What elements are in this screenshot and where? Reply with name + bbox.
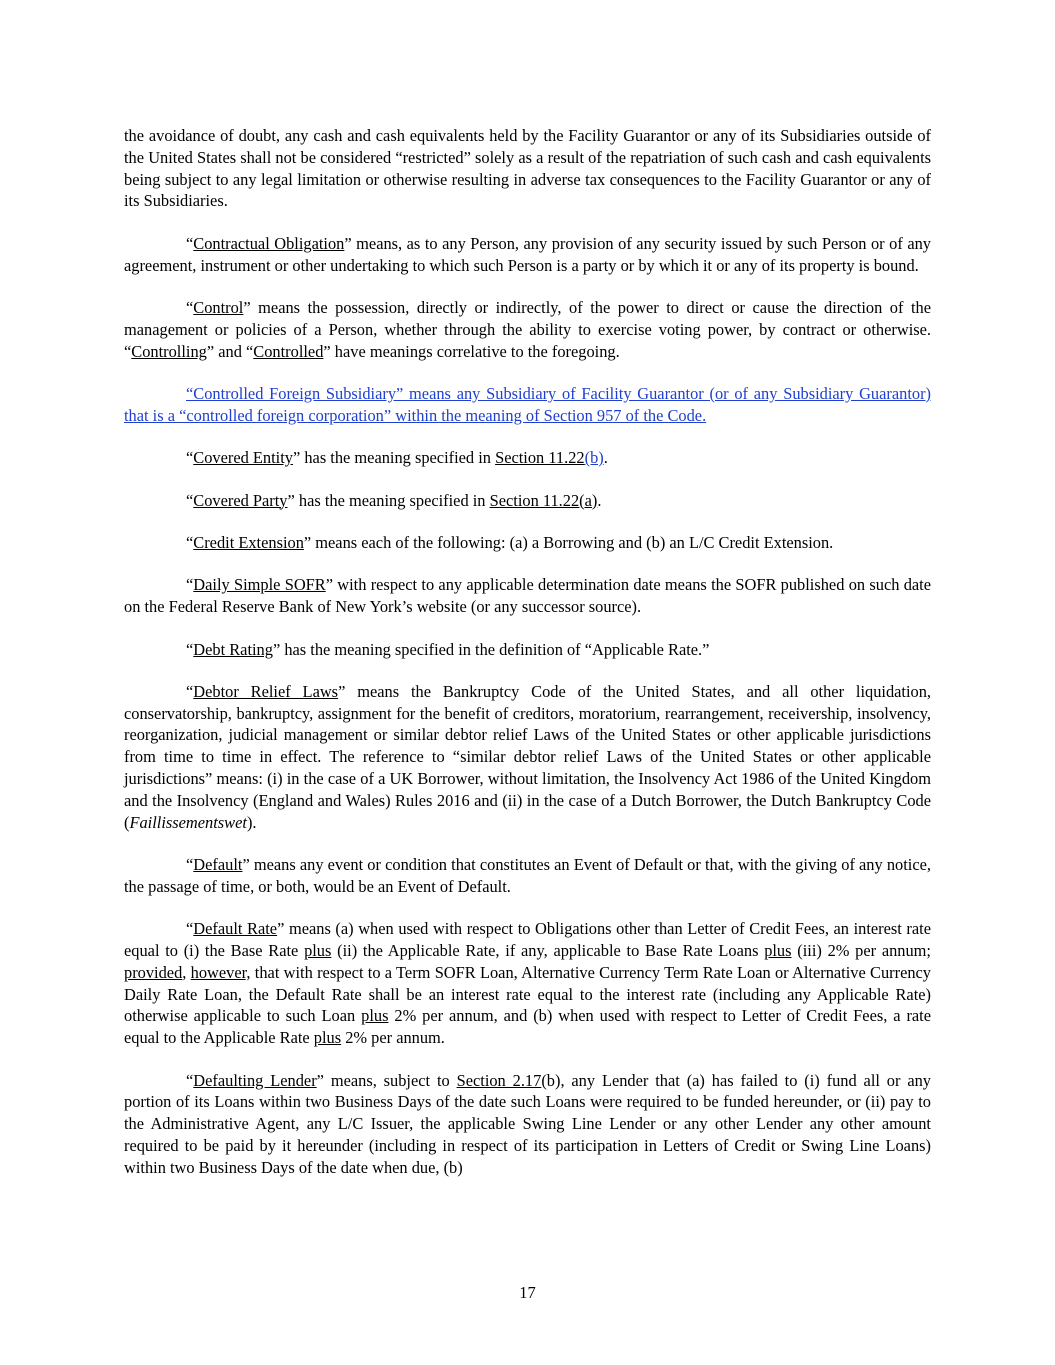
definition-credit-extension [124,532,931,554]
defined-term: Control [193,297,244,317]
definition-text: ” means any event or condition that constitutes an Event of Default or that, with the giving of any notice, the passage of time, or both, would be an Event of Default. [124,855,931,896]
open-quote: “ [186,919,194,939]
definition-defaulting-lender [124,1070,931,1179]
definition-debtor-relief-laws [124,681,931,834]
defined-term: Debt Rating [193,639,273,659]
definition-text: ” means, as to any Person, any provision of any security issued by such Person or of any agreement, instrument or other undertaking to which such Person is a party or by which it or any of its property is bound. [124,233,931,275]
open-quote: “ [186,233,194,253]
definition-default-rate [124,918,931,1049]
definition-default [124,854,931,898]
section-reference-link[interactable]: (b) [584,448,604,468]
open-quote: “ [186,681,194,701]
definition-text: ” means (a) when used with respect to Obligations other than Letter of Credit Fees, an interest rate equal to (i) the Base Rate [124,919,931,961]
defined-term: Daily Simple SOFR [193,575,326,595]
definition-text: ” has the meaning specified in the definition of “Applicable Rate.” [272,639,710,659]
definition-text: that with respect to a Term SOFR Loan, Alternative Currency Term Rate Loan or Alternative Currency Daily Rate Loan, the Default Rate shall be an interest rate equal to the interest rate (including any Applicable Rate) otherwise applicable to such Loan [124,962,932,1026]
definition-text: ” means each of the following: (a) a Borrowing and (b) an L/C Credit Extension. [303,532,834,552]
section-reference: Section 2.17 [456,1070,542,1090]
section-reference: Section 11.22 [495,448,585,468]
italic-term: Faillissementswet [129,812,247,832]
page-number: 17 [519,1283,536,1302]
definition-text: (ii) the Applicable Rate, if any, applicable to Base Rate Loans [331,941,765,961]
section-reference: Section 11.22(a) [489,490,598,510]
defined-term: Credit Extension [193,532,304,552]
paragraph-text: the avoidance of doubt, any cash and cash equivalents held by the Facility Guarantor or any of its Subsidiaries outside of the United States shall not be considered “restricted” solely as a result of the repatriation of such cash and cash equivalents being subject to any legal limitation or otherwise resulting in adverse tax consequences to the Facility Guarantor or any of its Subsidiaries. [124,126,931,211]
definition-text: ” means, subject to [316,1070,457,1090]
definition-control [124,297,931,362]
definition-text: ” and “ [206,341,254,361]
plus-term: plus [764,941,792,961]
defined-term: Default [193,855,243,875]
definition-text: , [182,962,191,982]
defined-term: Debtor Relief Laws [193,681,339,701]
definition-text: 2% per annum. [341,1028,445,1048]
defined-term: Covered Entity [193,448,293,468]
plus-term: plus [313,1028,342,1048]
however-term: however, [190,962,251,982]
open-quote: “ [186,1070,194,1090]
defined-term: Contractual Obligation [193,233,345,253]
document-body [124,125,931,1199]
definition-contractual-obligation [124,233,931,277]
definition-text: ” means the Bankruptcy Code of the United States, and all other liquidation, conservatorship, bankruptcy, assignment for the benefit of creditors, moratorium, rearrangement, receivership, insolvency, reorganization, judicial management or similar debtor relief Laws of the United States or other applicable jurisdictions from time to time in effect. The reference to “similar debtor relief Laws of the United States or other applicable jurisdictions” means: (i) in the case of a UK Borrower, without limitation, the Insolvency Act 1986 of the United Kingdom and the Insolvency (England and Wales) Rules 2016 and (ii) in the case of a Dutch Borrower, the Dutch Bankruptcy Code ( [124,681,932,832]
definition-text: ). [246,812,257,832]
open-quote: “ [186,448,194,468]
definition-text: (iii) 2% per annum; [791,941,931,961]
defined-term: Defaulting Lender [193,1070,317,1090]
defined-term-controlled: Controlled [253,341,324,361]
definition-text: 2% per annum, and (b) when used with respect to Letter of Credit Fees, a rate equal to the Applicable Rate [124,1006,931,1048]
definition-controlled-foreign-subsidiary [124,383,931,427]
defined-term: Default Rate [193,919,278,939]
plus-term: plus [361,1006,389,1026]
provided-term: provided [124,962,183,982]
definition-text: ” with respect to any applicable determination date means the SOFR published on such date on the Federal Reserve Bank of New York’s website (or any successor source). [124,575,931,617]
defined-term: Covered Party [193,490,288,510]
definition-text: ” has the meaning specified in [292,448,496,468]
open-quote: “ [186,490,194,510]
open-quote: “ [186,297,194,317]
definition-text: ” means the possession, directly or indirectly, of the power to direct or cause the direction of the management or policies of a Person, whether through the ability to exercise voting power, by contract or otherwise. “ [124,297,931,361]
paragraph-restricted-cash [124,125,931,212]
inserted-definition-link[interactable]: “Controlled Foreign Subsidiary” means any Subsidiary of Facility Guarantor (or of any Subsidiary Guarantor) that is a “controlled foreign corporation” within the meaning of Section 957 of the Code. [124,383,931,425]
definition-text: (b), any Lender that (a) has failed to (i) fund all or any portion of its Loans within two Business Days of the date such Loans were required to be funded hereunder, or (ii) pay to the Administrative Agent, any L/C Issuer, the applicable Swing Line Lender or any other Lender any other amount required to be paid by it hereunder (including in respect of its participation in Letters of Credit or Swing Line Loans) within two Business Days of the date when due, (b) [124,1070,932,1177]
defined-term-controlling: Controlling [131,341,207,361]
open-quote: “ [186,855,194,875]
definition-daily-simple-sofr [124,574,931,618]
definition-debt-rating [124,639,931,661]
open-quote: “ [186,575,194,595]
open-quote: “ [186,532,194,552]
definition-text: . [597,490,602,510]
plus-term: plus [304,941,332,961]
open-quote: “ [186,639,194,659]
definition-text: ” has the meaning specified in [287,490,490,510]
definition-text: ” have meanings correlative to the foregoing. [323,341,620,361]
definition-covered-entity [124,447,931,469]
definition-text: . [603,448,608,468]
definition-covered-party [124,490,931,512]
